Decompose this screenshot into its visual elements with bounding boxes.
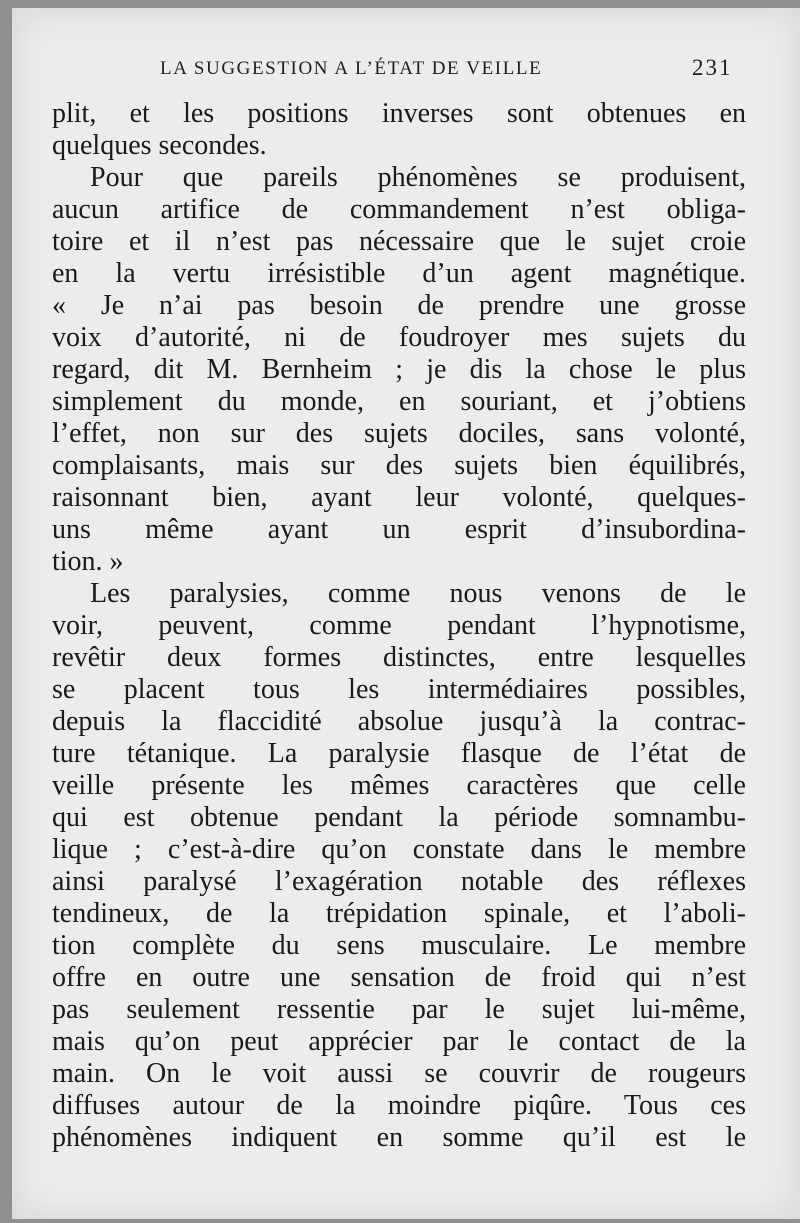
text-line: ture tétanique. La paralysie flasque de l’état de	[52, 738, 746, 769]
text-line: « Je n’ai pas besoin de prendre une grosse	[52, 290, 746, 321]
paragraph-first-line: Pour que pareils phénomènes se produisent,	[90, 162, 746, 193]
text-line: toire et il n’est pas nécessaire que le sujet croie	[52, 226, 746, 257]
text-line: lique ; c’est-à-dire qu’on constate dans le membre	[52, 834, 746, 865]
text-line: tendineux, de la trépidation spinale, et l’aboli-	[52, 898, 746, 929]
text-line: l’effet, non sur des sujets dociles, sans volonté,	[52, 418, 746, 449]
book-page	[12, 8, 800, 1219]
text-line: qui est obtenue pendant la période somnambu-	[52, 802, 746, 833]
text-line: tion complète du sens musculaire. Le membre	[52, 930, 746, 961]
running-head	[12, 55, 800, 82]
text-line: raisonnant bien, ayant leur volonté, quelques-	[52, 482, 746, 513]
text-line: mais qu’on peut apprécier par le contact de la	[52, 1026, 746, 1057]
text-line: aucun artifice de commandement n’est obliga-	[52, 194, 746, 225]
text-line: phénomènes indiquent en somme qu’il est le	[52, 1122, 746, 1153]
text-line: voir, peuvent, comme pendant l’hypnotisme,	[52, 610, 746, 641]
text-line: ainsi paralysé l’exagération notable des réflexes	[52, 866, 746, 897]
text-line: revêtir deux formes distinctes, entre lesquelles	[52, 642, 746, 673]
text-line: pas seulement ressentie par le sujet lui-même,	[52, 994, 746, 1025]
text-line: veille présente les mêmes caractères que celle	[52, 770, 746, 801]
text-line: offre en outre une sensation de froid qui n’est	[52, 962, 746, 993]
page-number: 231	[692, 55, 733, 80]
text-line: voix d’autorité, ni de foudroyer mes sujets du	[52, 322, 746, 353]
text-line: main. On le voit aussi se couvrir de rougeurs	[52, 1058, 746, 1089]
text-line: se placent tous les intermédiaires possibles,	[52, 674, 746, 705]
text-line: plit, et les positions inverses sont obtenues en	[52, 98, 746, 129]
text-line: en la vertu irrésistible d’un agent magnétique.	[52, 258, 746, 289]
text-line: complaisants, mais sur des sujets bien équilibrés,	[52, 450, 746, 481]
running-title: LA SUGGESTION A L’ÉTAT DE VEILLE	[160, 58, 543, 79]
text-line: quelques secondes.	[52, 130, 267, 161]
text-line: uns même ayant un esprit d’insubordina-	[52, 514, 746, 545]
text-line: tion. »	[52, 546, 124, 577]
text-line: diffuses autour de la moindre piqûre. Tous ces	[52, 1090, 746, 1121]
paragraph-first-line: Les paralysies, comme nous venons de le	[90, 578, 746, 609]
text-line: depuis la flaccidité absolue jusqu’à la contrac-	[52, 706, 746, 737]
text-line: simplement du monde, en souriant, et j’obtiens	[52, 386, 746, 417]
text-line: regard, dit M. Bernheim ; je dis la chose le plus	[52, 354, 746, 385]
